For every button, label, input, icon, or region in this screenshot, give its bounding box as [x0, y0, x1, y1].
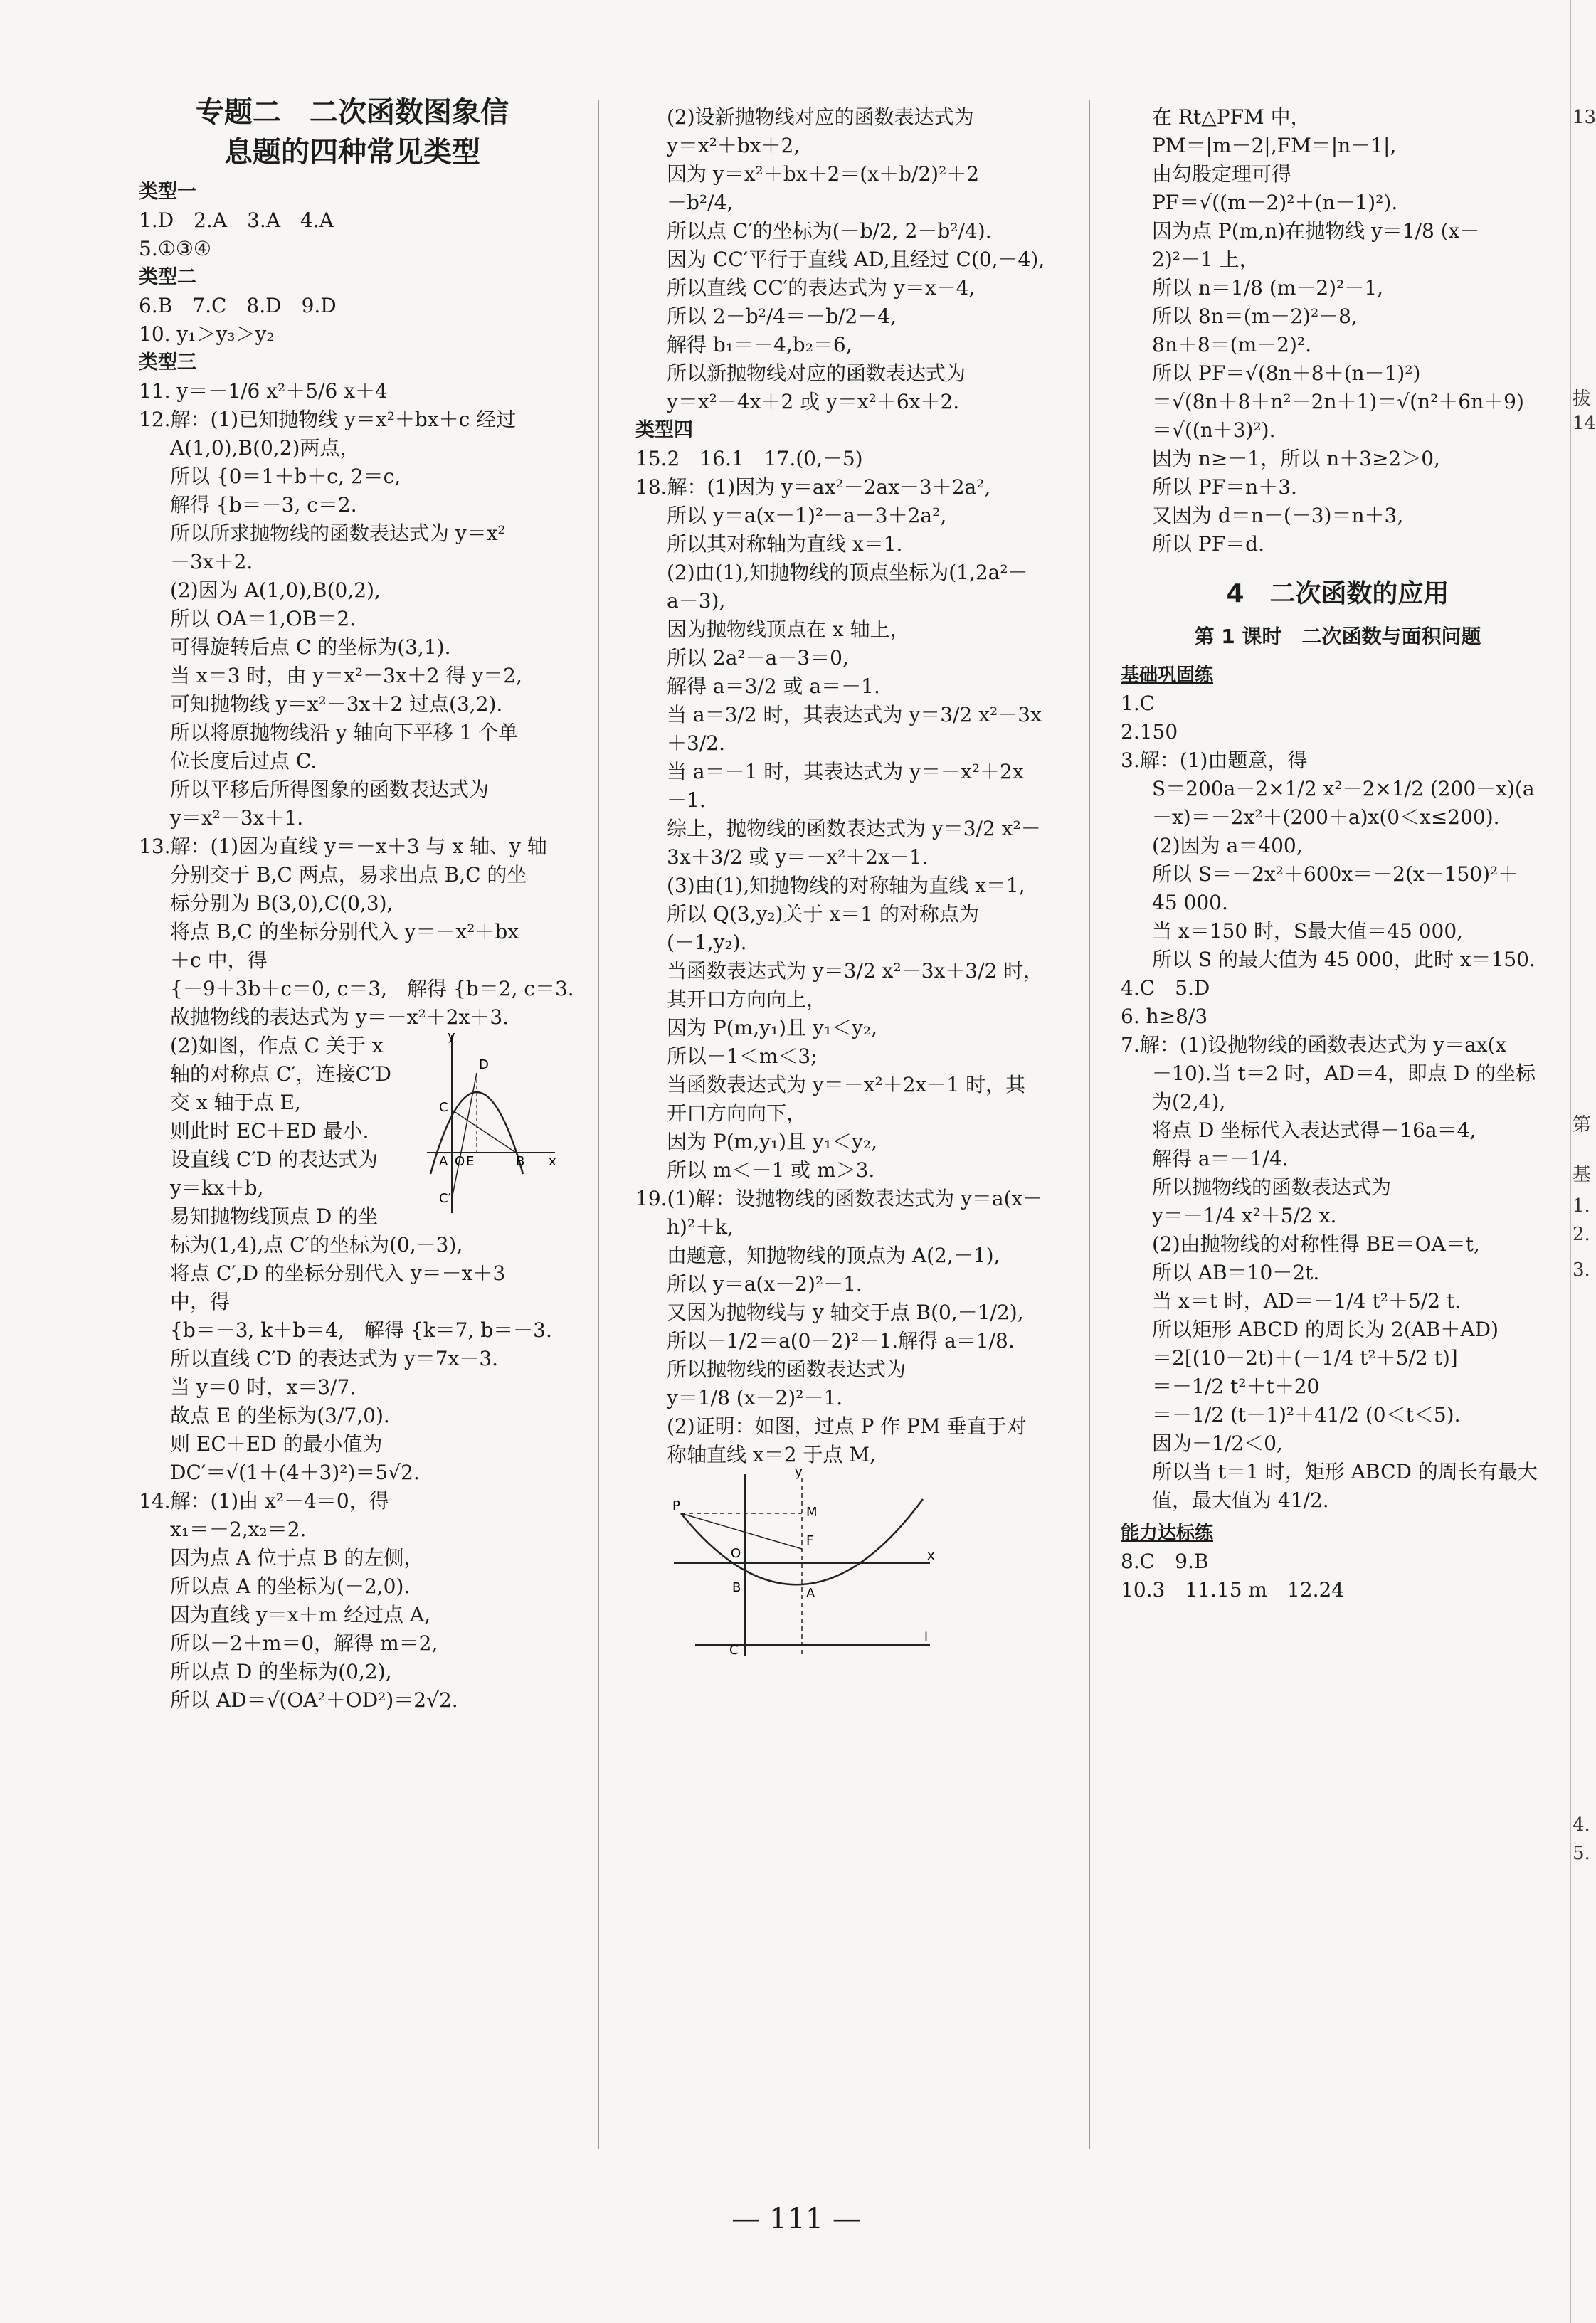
column-1-lines — [139, 178, 574, 1715]
column-divider — [598, 100, 599, 2149]
text-line: y＝kx＋b, — [170, 1176, 264, 1200]
text-line: 因为 y＝x²＋bx＋2＝(x＋b/2)²＋2 — [667, 162, 980, 186]
text-line: 因为直线 y＝x＋m 经过点 A, — [170, 1603, 430, 1626]
text-line: 将点 C′,D 的坐标分别代入 y＝－x＋3 — [170, 1261, 506, 1285]
section-heading: 类型三 — [139, 351, 196, 374]
edge-fragment: 拔 — [1573, 388, 1592, 410]
text-line: 因为点 A 位于点 B 的左侧， — [170, 1546, 424, 1570]
edge-fragment: 1. — [1573, 1195, 1590, 1217]
text-line: 由题意，知抛物线的顶点为 A(2,－1), — [667, 1244, 1000, 1267]
text-line: ＝√((n＋3)²). — [1152, 418, 1276, 442]
svg-text:B: B — [732, 1580, 741, 1595]
text-line: (3)由(1),知抛物线的对称轴为直线 x＝1, — [667, 874, 1025, 897]
svg-text:C: C — [729, 1643, 739, 1658]
text-line: 因为－1/2＜0, — [1152, 1432, 1283, 1455]
text-line: 2.150 — [1121, 720, 1178, 744]
text-line: 8.C 9.B — [1121, 1550, 1209, 1573]
text-line: 当函数表达式为 y＝3/2 x²－3x＋3/2 时， — [667, 959, 1044, 983]
text-line: 7.解：(1)设抛物线的函数表达式为 y＝ax(x — [1121, 1033, 1507, 1057]
text-line: 所以 y＝a(x－1)²－a－3＋2a², — [667, 504, 947, 527]
edge-fragment: 14 — [1573, 413, 1596, 434]
svg-text:x: x — [927, 1548, 935, 1563]
text-line: S＝200a－2×1/2 x²－2×1/2 (200－x)(a — [1152, 777, 1535, 800]
text-line: 11. y＝－1/6 x²＋5/6 x＋4 — [139, 379, 388, 403]
text-line: 因为点 P(m,n)在抛物线 y＝1/8 (x－ — [1152, 219, 1480, 243]
text-line: 所以 {0＝1＋b＋c, 2＝c, — [170, 465, 401, 488]
text-line: 所以 Q(3,y₂)关于 x＝1 的对称点为 — [667, 902, 979, 926]
text-line: (2)由(1),知抛物线的顶点坐标为(1,2a²－ — [667, 561, 1028, 584]
text-line: －3x＋2. — [170, 550, 253, 573]
column-2-lines — [635, 103, 1069, 1469]
svg-text:F: F — [806, 1533, 814, 1548]
column-divider — [1089, 100, 1090, 2149]
text-line: 所以矩形 ABCD 的周长为 2(AB＋AD) — [1152, 1318, 1499, 1341]
edge-fragment: 4. — [1573, 1814, 1590, 1836]
text-line: 所以将原抛物线沿 y 轴向下平移 1 个单 — [170, 721, 519, 744]
column-1 — [139, 92, 574, 1715]
svg-text:y: y — [448, 1029, 455, 1044]
text-line: 所以 m＜－1 或 m＞3. — [667, 1158, 875, 1182]
page-number: — 111 — — [731, 2203, 861, 2235]
text-line: 所以 y＝a(x－2)²－1. — [667, 1272, 862, 1296]
text-line: 所以其对称轴为直线 x＝1. — [667, 532, 903, 556]
text-line: 所以 n＝1/8 (m－2)²－1, — [1152, 276, 1384, 300]
section-heading: 类型二 — [139, 266, 196, 288]
svg-text:C′: C′ — [439, 1191, 451, 1206]
text-line: 可知抛物线 y＝x²－3x＋2 过点(3,2). — [170, 692, 503, 716]
text-line: (2)因为 a＝400, — [1152, 834, 1303, 857]
text-line: 当函数表达式为 y＝－x²＋2x－1 时，其 — [667, 1073, 1026, 1096]
edge-fragment: 第 — [1573, 1114, 1592, 1136]
text-line: (2)证明：如图，过点 P 作 PM 垂直于对 — [667, 1414, 1027, 1438]
text-line: 轴的对称点 C′，连接C′D — [170, 1062, 391, 1086]
text-line: 4.C 5.D — [1121, 976, 1210, 1000]
text-line: 由勾股定理可得 — [1152, 162, 1292, 186]
text-line: 值，最大值为 41/2. — [1152, 1488, 1329, 1512]
text-line: (－1,y₂). — [667, 931, 747, 954]
edge-fragment: 13 — [1573, 107, 1596, 128]
text-line: y＝x²－4x＋2 或 y＝x²＋6x＋2. — [667, 390, 960, 413]
text-line: 解得 a＝－1/4. — [1152, 1147, 1289, 1170]
text-line: 所以－1＜m＜3; — [667, 1044, 818, 1068]
text-line: 因为抛物线顶点在 x 轴上， — [667, 618, 910, 641]
text-line: y＝x²－3x＋1. — [170, 806, 304, 830]
text-line: 所以 2－b²/4＝－b/2－4, — [667, 305, 897, 328]
text-line: DC′＝√(1＋(4＋3)²)＝5√2. — [170, 1461, 420, 1484]
text-line: 45 000. — [1152, 891, 1228, 914]
text-line: 所以直线 CC′的表达式为 y＝x－4, — [667, 276, 976, 300]
text-line: 开口方向向下， — [667, 1101, 807, 1125]
section-heading: 类型一 — [139, 181, 196, 203]
ability-practice-heading: 能力达标练 — [1121, 1523, 1214, 1544]
text-line: 所以 AB＝10－2t. — [1152, 1261, 1320, 1284]
text-line: PF＝√((m－2)²＋(n－1)²). — [1152, 191, 1398, 214]
svg-text:O: O — [731, 1546, 741, 1561]
text-line: －b²/4, — [667, 191, 734, 214]
column-3 — [1121, 103, 1555, 1604]
text-line: ＝－1/2 t²＋t＋20 — [1152, 1375, 1320, 1398]
text-line: h)²＋k, — [667, 1215, 734, 1239]
text-line: 15.2 16.1 17.(0,－5) — [635, 447, 863, 470]
section-heading: 类型四 — [635, 419, 693, 441]
text-line: 6. h≥8/3 — [1121, 1005, 1208, 1028]
text-line: 所以 2a²－a－3＝0, — [667, 646, 849, 670]
text-line: 又因为抛物线与 y 轴交于点 B(0,－1/2), — [667, 1301, 1024, 1324]
text-line: 当 x＝t 时，AD＝－1/4 t²＋5/2 t. — [1152, 1289, 1462, 1313]
parabola-figure-13 — [423, 1029, 559, 1217]
text-line: 当 a＝－1 时，其表达式为 y＝－x²＋2x — [667, 760, 1024, 783]
text-line: 14.解：(1)由 x²－4＝0，得 — [139, 1489, 389, 1513]
text-line: 1.C — [1121, 692, 1156, 715]
text-line: －x)＝－2x²＋(200＋a)x(0＜x≤200). — [1152, 805, 1500, 829]
text-line: 解得 {b＝－3, c＝2. — [170, 493, 357, 517]
text-line: 所以新抛物线对应的函数表达式为 — [667, 361, 966, 385]
text-line: 综上，抛物线的函数表达式为 y＝3/2 x²－ — [667, 817, 1041, 840]
text-line: 所以 PF＝√(8n＋8＋(n－1)²) — [1152, 361, 1421, 385]
text-line: (2)因为 A(1,0),B(0,2), — [170, 578, 381, 602]
text-line: 易知抛物线顶点 D 的坐 — [170, 1205, 379, 1228]
text-line: 6.B 7.C 8.D 9.D — [139, 294, 337, 317]
text-line: 5.①③④ — [139, 237, 212, 260]
text-line: 则此时 EC＋ED 最小. — [170, 1119, 369, 1143]
text-line: 所以 S 的最大值为 45 000，此时 x＝150. — [1152, 948, 1536, 971]
text-line: 因为 CC′平行于直线 AD,且经过 C(0,－4), — [667, 248, 1045, 271]
text-line: 所以点 D 的坐标为(0,2), — [170, 1660, 392, 1683]
text-line: 称轴直线 x＝2 于点 M, — [667, 1443, 876, 1466]
text-line: {－9＋3b＋c＝0, c＝3, 解得 {b＝2, c＝3. — [170, 977, 574, 1000]
text-line: A(1,0),B(0,2)两点， — [170, 436, 360, 460]
text-line: 1.D 2.A 3.A 4.A — [139, 208, 334, 232]
svg-text:E: E — [466, 1154, 475, 1169]
text-line: 所以－1/2＝a(0－2)²－1.解得 a＝1/8. — [667, 1329, 1015, 1353]
text-line: ＋c 中，得 — [170, 948, 268, 972]
text-line: 为(2,4), — [1152, 1090, 1226, 1113]
column-3-basic-lines — [1121, 689, 1555, 1515]
svg-text:D: D — [479, 1057, 489, 1072]
text-line: 又因为 d＝n－(－3)＝n＋3, — [1152, 504, 1404, 527]
text-line: 因为 P(m,y₁)且 y₁＜y₂, — [667, 1016, 877, 1039]
svg-text:O: O — [455, 1154, 465, 1169]
text-line: 标为(1,4),点 C′的坐标为(0,－3), — [170, 1233, 463, 1256]
svg-text:M: M — [806, 1505, 818, 1520]
text-line: a－3), — [667, 589, 726, 613]
text-line: 故点 E 的坐标为(3/7,0). — [170, 1404, 390, 1427]
text-line: －10).当 t＝2 时，AD＝4，即点 D 的坐标 — [1152, 1062, 1536, 1085]
text-line: 在 Rt△PFM 中， — [1152, 105, 1311, 129]
text-line: ＝－1/2 (t－1)²＋41/2 (0＜t＜5). — [1152, 1403, 1461, 1427]
page-title-line1: 专题二 二次函数图象信 — [196, 96, 509, 129]
text-line: 设直线 C′D 的表达式为 — [170, 1148, 379, 1171]
column-3-lines — [1121, 103, 1555, 559]
text-line: y＝－1/4 x²＋5/2 x. — [1152, 1204, 1337, 1227]
text-line: 可得旋转后点 C 的坐标为(3,1). — [170, 635, 451, 659]
column-3-ability-lines — [1121, 1547, 1555, 1604]
svg-text:A: A — [806, 1586, 815, 1601]
text-line: 所以平移后所得图象的函数表达式为 — [170, 778, 490, 801]
text-line: ＝√(8n＋8＋n²－2n＋1)＝√(n²＋6n＋9) — [1152, 390, 1524, 413]
edge-fragment: 5. — [1573, 1843, 1590, 1864]
text-line: 将点 D 坐标代入表达式得－16a＝4, — [1152, 1118, 1476, 1142]
text-line: (2)如图，作点 C 关于 x — [170, 1034, 384, 1057]
text-line: x₁＝－2,x₂＝2. — [170, 1518, 307, 1541]
text-line: 所以 OA＝1,OB＝2. — [170, 607, 356, 630]
text-line: 10.3 11.15 m 12.24 — [1121, 1578, 1345, 1602]
text-line: 12.解：(1)已知抛物线 y＝x²＋bx＋c 经过 — [139, 408, 517, 431]
lesson-title: 第 1 课时 二次函数与面积问题 — [1194, 625, 1481, 648]
edge-fragment: 基 — [1573, 1164, 1592, 1185]
text-line: 解得 b₁＝－4,b₂＝6, — [667, 333, 852, 356]
text-line: 其开口方向向上， — [667, 988, 827, 1011]
text-line: 则 EC＋ED 的最小值为 — [170, 1432, 383, 1456]
column-2 — [635, 103, 1069, 1664]
text-line: 10. y₁＞y₃＞y₂ — [139, 322, 275, 346]
text-line: 当 a＝3/2 时，其表达式为 y＝3/2 x²－3x — [667, 703, 1042, 726]
text-line: 所以点 C′的坐标为(－b/2, 2－b²/4). — [667, 219, 992, 243]
text-line: 所以抛物线的函数表达式为 — [1152, 1175, 1392, 1199]
text-line: ＋3/2. — [667, 731, 725, 755]
text-line: －1. — [667, 788, 706, 812]
text-line: 所以 8n＝(m－2)²－8, — [1152, 305, 1358, 328]
text-line: 3x＋3/2 或 y＝－x²＋2x－1. — [667, 845, 929, 869]
svg-text:A: A — [439, 1154, 448, 1169]
text-line: 19.(1)解：设抛物线的函数表达式为 y＝a(x－ — [635, 1187, 1043, 1210]
text-line: y＝x²＋bx＋2, — [667, 134, 800, 157]
text-line: 中，得 — [170, 1290, 231, 1313]
text-line: (2)设新抛物线对应的函数表达式为 — [667, 105, 974, 129]
section-title: 4 二次函数的应用 — [1226, 579, 1449, 608]
text-line: 所以所求抛物线的函数表达式为 y＝x² — [170, 522, 506, 545]
basic-practice-heading: 基础巩固练 — [1121, 665, 1214, 686]
svg-text:l: l — [924, 1630, 929, 1645]
text-line: 当 x＝3 时，由 y＝x²－3x＋2 得 y＝2, — [170, 664, 522, 687]
text-line: 当 x＝150 时，S最大值＝45 000, — [1152, 919, 1464, 943]
text-line: 所以当 t＝1 时，矩形 ABCD 的周长有最大 — [1152, 1460, 1538, 1483]
text-line: 所以 PF＝n＋3. — [1152, 475, 1297, 499]
text-line: 8n＋8＝(m－2)². — [1152, 333, 1312, 356]
text-line: 将点 B,C 的坐标分别代入 y＝－x²＋bx — [170, 920, 519, 943]
text-line: 故抛物线的表达式为 y＝－x²＋2x＋3. — [170, 1005, 509, 1029]
svg-text:x: x — [549, 1154, 556, 1169]
text-line: 位长度后过点 C. — [170, 749, 317, 773]
edge-fragment: 3. — [1573, 1259, 1590, 1281]
text-line: 3.解：(1)由题意，得 — [1121, 748, 1308, 772]
text-line: 解得 a＝3/2 或 a＝－1. — [667, 674, 880, 698]
text-line: 分别交于 B,C 两点，易求出点 B,C 的坐 — [170, 863, 527, 887]
text-line: 所以 AD＝√(OA²＋OD²)＝2√2. — [170, 1688, 458, 1712]
svg-text:C: C — [439, 1100, 448, 1115]
text-line: 交 x 轴于点 E, — [170, 1091, 301, 1114]
text-line: 所以－2＋m＝0，解得 m＝2, — [170, 1631, 438, 1655]
text-line: 当 y＝0 时，x＝3/7. — [170, 1375, 356, 1399]
text-line: {b＝－3, k＋b＝4, 解得 {k＝7, b＝－3. — [170, 1318, 552, 1342]
svg-text:P: P — [672, 1498, 680, 1513]
text-line: 2)²－1 上， — [1152, 248, 1259, 271]
page-title-line2: 息题的四种常见类型 — [224, 136, 480, 169]
text-line: 所以点 A 的坐标为(－2,0). — [170, 1575, 411, 1598]
svg-text:B: B — [516, 1154, 525, 1169]
text-line: ＝2[(10－2t)＋(－1/4 t²＋5/2 t)] — [1152, 1346, 1458, 1370]
parabola-figure-19 — [667, 1465, 937, 1663]
text-line: 18.解：(1)因为 y＝ax²－2ax－3＋2a², — [635, 475, 991, 499]
fig-label-y: y — [795, 1465, 803, 1480]
text-line: (2)由抛物线的对称性得 BE＝OA＝t, — [1152, 1232, 1480, 1256]
text-line: 因为 P(m,y₁)且 y₁＜y₂, — [667, 1130, 877, 1153]
text-line: 标分别为 B(3,0),C(0,3), — [170, 891, 393, 915]
text-line: 13.解：(1)因为直线 y＝－x＋3 与 x 轴、y 轴 — [139, 835, 547, 858]
text-line: 因为 n≥－1，所以 n＋3≥2＞0, — [1152, 447, 1440, 470]
text-line: PM＝|m－2|,FM＝|n－1|, — [1152, 134, 1397, 157]
edge-fragment: 2. — [1573, 1224, 1590, 1245]
text-line: 所以 S＝－2x²＋600x＝－2(x－150)²＋ — [1152, 862, 1518, 886]
text-line: 所以 PF＝d. — [1152, 532, 1264, 556]
text-line: 所以直线 C′D 的表达式为 y＝7x－3. — [170, 1347, 499, 1370]
text-line: 所以抛物线的函数表达式为 — [667, 1358, 907, 1381]
text-line: y＝1/8 (x－2)²－1. — [667, 1386, 843, 1409]
